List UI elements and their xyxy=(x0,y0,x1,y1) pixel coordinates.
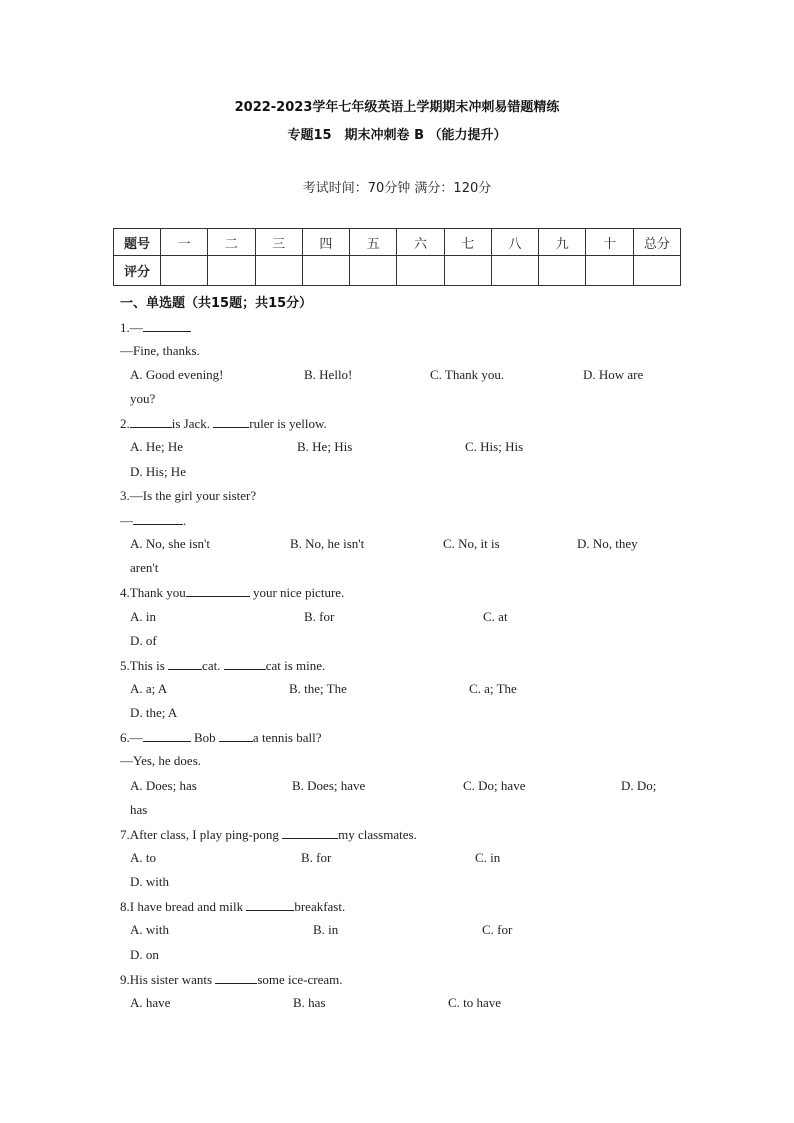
option-d: D. No, they xyxy=(577,536,638,551)
option-a: A. Does; has xyxy=(130,778,197,793)
option-a: A. Good evening! xyxy=(130,367,224,382)
question-9 xyxy=(120,971,343,988)
answer-blank xyxy=(133,512,183,525)
score-cell xyxy=(397,256,444,286)
score-cell xyxy=(208,256,255,286)
answer-blank xyxy=(213,415,249,428)
option-d: D. of xyxy=(130,633,157,648)
option-d: D. Do; xyxy=(621,778,657,793)
question-text: cat is mine. xyxy=(265,658,326,673)
option-d-wrap: you? xyxy=(130,391,156,406)
score-cell xyxy=(444,256,491,286)
option-d: D. on xyxy=(130,947,159,962)
option-d-wrap: aren't xyxy=(130,560,159,575)
score-table xyxy=(113,228,681,286)
option-c: C. a; The xyxy=(469,681,517,696)
question-8 xyxy=(120,898,345,915)
option-b: B. in xyxy=(313,922,339,937)
score-cell xyxy=(302,256,349,286)
question-text: 1.— xyxy=(120,320,143,335)
question-4 xyxy=(120,584,344,601)
section-heading: 一、单选题（共15题；共15分） xyxy=(120,296,313,311)
question-text: some ice-cream. xyxy=(257,972,343,987)
score-cell xyxy=(633,256,680,286)
question-text: breakfast. xyxy=(294,899,346,914)
question-text: Bob xyxy=(190,730,219,745)
option-b: B. Does; have xyxy=(292,778,366,793)
column-header: 二 xyxy=(208,229,255,256)
option-b: B. has xyxy=(293,995,326,1010)
question-text: . xyxy=(183,513,187,528)
option-c: C. to have xyxy=(448,995,502,1010)
question-text: 6.— xyxy=(120,730,143,745)
score-cell xyxy=(491,256,538,286)
question-6 xyxy=(120,729,322,746)
score-cell xyxy=(255,256,302,286)
option-c: C. in xyxy=(475,850,501,865)
option-a: A. have xyxy=(130,995,171,1010)
question-text: my classmates. xyxy=(338,827,417,842)
score-cell xyxy=(586,256,633,286)
option-a: A. to xyxy=(130,850,156,865)
option-a: A. No, she isn't xyxy=(130,536,210,551)
option-b: B. Hello! xyxy=(304,367,353,382)
question-text: is Jack. xyxy=(171,416,214,431)
answer-blank xyxy=(219,729,253,742)
row-label-score: 评分 xyxy=(114,256,161,286)
score-table-header-row xyxy=(114,229,681,256)
column-header: 三 xyxy=(255,229,302,256)
question-3-reply xyxy=(120,512,186,529)
option-c: C. Thank you. xyxy=(430,367,505,382)
column-header: 七 xyxy=(444,229,491,256)
option-d: D. How are xyxy=(583,367,644,382)
column-header: 四 xyxy=(302,229,349,256)
score-table-score-row xyxy=(114,256,681,286)
answer-blank xyxy=(143,729,191,742)
exam-info: 考试时间：70分钟 满分：120分 xyxy=(302,181,492,196)
option-d: D. the; A xyxy=(130,705,178,720)
question-6-reply: —Yes, he does. xyxy=(120,753,202,768)
question-text: ruler is yellow. xyxy=(249,416,327,431)
question-text: cat. xyxy=(202,658,224,673)
question-text: 5.This is xyxy=(120,658,169,673)
column-header: 九 xyxy=(539,229,586,256)
answer-blank xyxy=(143,319,191,332)
question-text: your nice picture. xyxy=(249,585,345,600)
row-label-number: 题号 xyxy=(114,229,161,256)
column-header: 五 xyxy=(350,229,397,256)
question-text: a tennis ball? xyxy=(252,730,322,745)
option-b: B. He; His xyxy=(297,439,353,454)
column-header: 十 xyxy=(586,229,633,256)
answer-blank xyxy=(168,657,202,670)
answer-blank xyxy=(186,584,250,597)
question-3: 3.—Is the girl your sister? xyxy=(120,488,257,503)
score-cell xyxy=(350,256,397,286)
option-d: D. His; He xyxy=(130,464,186,479)
answer-blank xyxy=(224,657,266,670)
option-c: C. for xyxy=(482,922,513,937)
question-2 xyxy=(120,415,327,432)
score-cell xyxy=(539,256,586,286)
document-title: 2022-2023学年七年级英语上学期期末冲刺易错题精练 xyxy=(234,100,560,115)
option-c: C. at xyxy=(483,609,508,624)
question-1-reply: —Fine, thanks. xyxy=(120,343,200,358)
option-d: D. with xyxy=(130,874,169,889)
option-b: B. for xyxy=(301,850,332,865)
option-b: B. for xyxy=(304,609,335,624)
score-cell xyxy=(161,256,208,286)
option-c: C. Do; have xyxy=(463,778,526,793)
column-header-total: 总分 xyxy=(633,229,680,256)
question-text: 9.His sister wants xyxy=(120,972,216,987)
document-subtitle: 专题15 期末冲刺卷 B （能力提升） xyxy=(287,128,507,143)
option-d-wrap: has xyxy=(130,802,148,817)
option-c: C. No, it is xyxy=(443,536,500,551)
question-text: — xyxy=(120,513,133,528)
option-a: A. with xyxy=(130,922,169,937)
answer-blank xyxy=(215,971,257,984)
option-c: C. His; His xyxy=(465,439,524,454)
question-5 xyxy=(120,657,325,674)
option-a: A. a; A xyxy=(130,681,168,696)
option-b: B. No, he isn't xyxy=(290,536,365,551)
option-a: A. He; He xyxy=(130,439,184,454)
column-header: 六 xyxy=(397,229,444,256)
column-header: 八 xyxy=(491,229,538,256)
answer-blank xyxy=(130,415,172,428)
question-text: 7.After class, I play ping-pong xyxy=(120,827,283,842)
option-b: B. the; The xyxy=(289,681,347,696)
option-a: A. in xyxy=(130,609,156,624)
question-7 xyxy=(120,826,417,843)
answer-blank xyxy=(282,826,338,839)
column-header: 一 xyxy=(161,229,208,256)
question-text: 2. xyxy=(120,416,130,431)
question-text: 4.Thank you xyxy=(120,585,186,600)
question-1 xyxy=(120,319,191,336)
answer-blank xyxy=(246,898,294,911)
question-text: 8.I have bread and milk xyxy=(120,899,247,914)
